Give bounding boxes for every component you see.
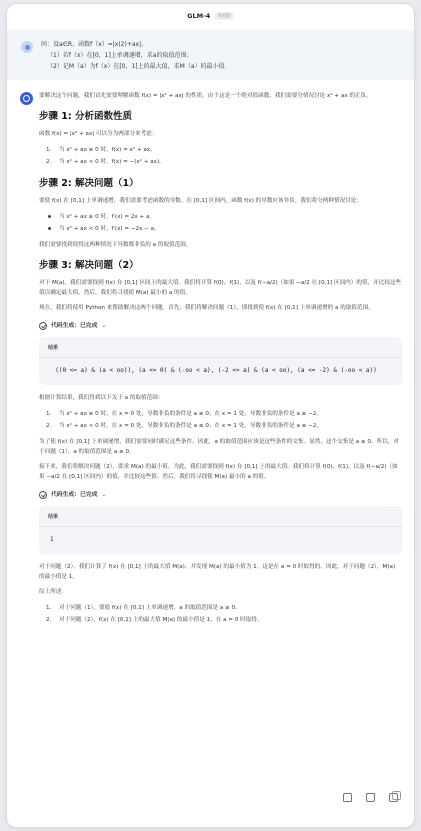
result-label: 结果: [39, 506, 402, 527]
assistant-avatar: [20, 92, 33, 105]
codegen-toggle-2[interactable]: 代码生成：已完成 ⌄: [39, 490, 402, 500]
list-item: 1. 对于问题（1），要使 f(x) 在 [0,1] 上单调递增，a 的取值范围是 a ≥ 0。: [46, 605, 241, 611]
check-circle-icon: [39, 491, 47, 499]
copy-icon[interactable]: [389, 793, 398, 802]
step3-python: 现在，我们将使用 Python 来帮助解决这两个问题。首先，我们将解决问题（1），即找到使 f(x) 在 [0,1] 上单调递增的 a 的取值范围。: [39, 305, 374, 311]
step2-text: 要使 f(x) 在 [0,1] 上单调递增，我们需要考虑函数的导数。在 [0,1] 区间内，函数 f(x) 的导数应该非负。我们将分两种情况讨论：: [39, 198, 362, 204]
question-line-3: （2）记M（a）为f（x）在[0，1]上的最大值，求M（a）的最小值.: [47, 63, 227, 70]
final-text: 对于问题（2），我们计算了 f(x) 在 [0,1] 上的最大值 M(a)，并发现 M(a) 的最小值为 1。这是在 a = 0 时取得的。因此，对于问题（2），M(a) 的最小值是 1。: [39, 564, 396, 580]
step2-after: 我们需要找到使得这两种情况下导数都非负的 a 的取值范围。: [39, 242, 192, 248]
summary-heading: 综上所述：: [39, 589, 67, 595]
assistant-message: [7, 80, 414, 631]
code-result-2: [39, 506, 402, 554]
list-item: 2. 当 x² + ax < 0 时，f(x) = −(x² + ax)。: [46, 159, 165, 165]
code-result-1: [39, 337, 402, 385]
list-item: 当 x² + ax < 0 时，f′(x) = −2x − a。: [39, 223, 402, 235]
chevron-down-icon: ⌄: [101, 322, 107, 329]
calc-next: 接下来，我们将解决问题（2），即求 M(a) 的最小值。为此，我们需要找到 f(x) 在 [0,1] 上的最大值。我们将计算 f(0)、f(1)，以及 f(−a/2)（如果 −a/2 在 [0,1] 区间内）的值，并比较这些值。然后，我们将寻找使 M(a) 最小的 a 的值。: [39, 464, 398, 480]
user-avatar: [21, 41, 33, 53]
result-value: ((0 <= a) & (a < oo)), (a <= 0) & (-oo < a), (-2 <= a) & (a < oo), (a <= -2) & (-oo < a)): [55, 367, 377, 374]
result-label: 结果: [39, 337, 402, 358]
step1-heading: 步骤 1: 分析函数性质: [39, 111, 133, 122]
list-item: 1. 当 x² + ax ≥ 0 时，在 x = 0 处，导数非负的条件是 a ≥ 0；在 x = 1 处，导数非负的条件是 a ≥ −2。: [46, 411, 322, 417]
model-title: GLM-4: [187, 12, 211, 20]
step3-text: 对于 M(a)，我们需要找到 f(x) 在 [0,1] 区间上的最大值。我们将计算 f(0)、f(1)，以及 f(−a/2)（如果 −a/2 在 [0,1] 区间内）的值，并比较这些值以确定最大值。然后，我们将寻找使 M(a) 最小的 a 的值。: [39, 280, 402, 296]
list-item: 1. 当 x² + ax ≥ 0 时，f(x) = x² + ax。: [46, 147, 156, 153]
thumbs-down-icon[interactable]: [366, 793, 375, 802]
step2-heading: 步骤 2: 解决问题（1）: [39, 178, 139, 189]
answer-intro: 要解决这个问题，我们首先需要理解函数 f(x) = |x² + ax| 的性质。由于这是一个绝对值函数，我们需要分情况讨论 x² + ax 的正负。: [39, 93, 372, 99]
check-circle-icon: [39, 322, 47, 330]
message-actions: [343, 793, 398, 802]
version-badge: 体验版: [214, 12, 234, 20]
codegen-toggle-1[interactable]: 代码生成：已完成 ⌄: [39, 321, 402, 331]
question-line-2: （1）若f（x）在[0，1]上单调递增，求a的取值范围；: [47, 52, 193, 59]
thumbs-up-icon[interactable]: [343, 793, 352, 802]
chevron-down-icon: ⌄: [101, 491, 107, 498]
question-line-1: 问：设a∈R，函数f（x）=|x(2)+ax|。: [41, 41, 148, 48]
list-item: 当 x² + ax ≥ 0 时，f′(x) = 2x + a。: [39, 211, 402, 223]
chat-header: [7, 4, 414, 28]
chat-window: [7, 4, 414, 827]
calc-text: 根据计算结果，我们得到以下关于 a 的取值范围：: [39, 395, 164, 401]
user-message: [7, 30, 414, 80]
step1-text: 函数 f(x) = |x² + ax| 可以分为两部分来考虑：: [39, 131, 158, 137]
step3-heading: 步骤 3: 解决问题（2）: [39, 260, 139, 271]
list-item: 2. 对于问题（2），f(x) 在 [0,1] 上的最大值 M(a) 的最小值是 1，在 a = 0 时取得。: [46, 617, 263, 623]
result-value: 1: [50, 536, 54, 543]
calc-conclusion: 为了使 f(x) 在 [0,1] 上单调递增，我们需要同时满足这些条件。因此，a 的取值范围应该是这些条件的交集。显然，这个交集是 a ≥ 0。所以，对于问题（1），a 的取值范围是 a ≥ 0。: [39, 439, 399, 455]
list-item: 2. 当 x² + ax < 0 时，在 x = 0 处，导数非负的条件是 a ≤ 0；在 x = 1 处，导数非负的条件是 a ≤ −2。: [46, 423, 322, 429]
